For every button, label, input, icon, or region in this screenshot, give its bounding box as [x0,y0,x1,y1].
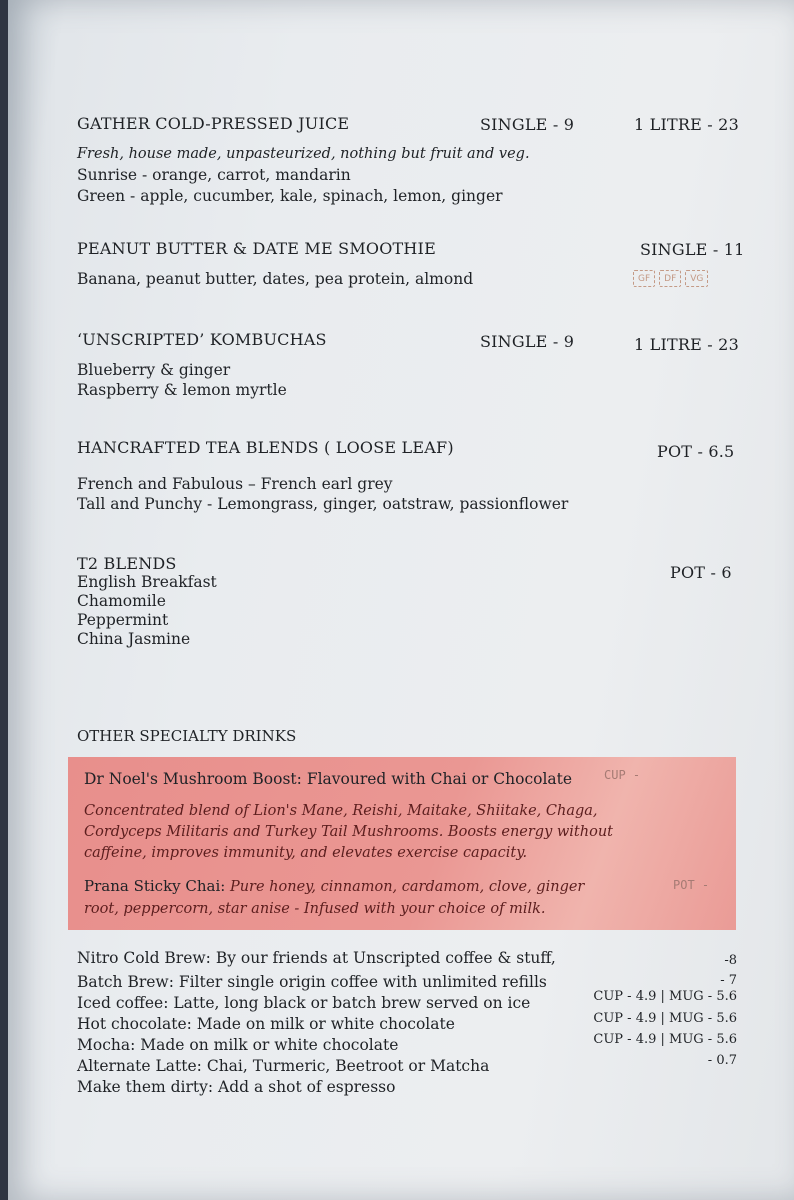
sticky-chai-price: POT - [673,878,710,892]
coffee-item [77,1057,489,1075]
dairy-free-badge: DF [659,270,681,287]
t2-title: T2 BLENDS [77,554,177,573]
t2-price: POT - 6 [670,563,732,582]
sticky-chai-description: root, peppercorn, star anise - Infused with your choice of milk. [84,901,546,917]
sticky-chai [84,877,584,895]
dietary-badges [633,270,708,287]
juice-title: GATHER COLD-PRESSED JUICE [77,114,350,133]
juice-description: Fresh, house made, unpasteurized, nothing but fruit and veg. [77,146,530,162]
mushroom-boost-description: Concentrated blend of Lion's Mane, Reishi, Maitake, Shiitake, Chaga, [84,803,598,819]
tea-price: POT - 6.5 [657,442,735,461]
tea-item: French and Fabulous – French earl grey [77,475,393,493]
t2-item: Peppermint [77,611,169,629]
vegan-badge: VG [685,270,708,287]
kombucha-title: ‘UNSCRIPTED’ KOMBUCHAS [77,330,327,349]
kombucha-price-litre: 1 LITRE - 23 [634,335,739,354]
coffee-item-description: Latte, long black or batch brew served on ice [168,994,531,1012]
coffee-item-description: Add a shot of espresso [213,1078,396,1096]
smoothie-description: Banana, peanut butter, dates, pea protein, almond [77,270,474,288]
coffee-item-description: Made on milk or white chocolate [135,1036,399,1054]
coffee-item-price: - 7 [720,973,737,988]
juice-sunrise-ingredients: - orange, carrot, mandarin [137,166,351,184]
smoothie-title: PEANUT BUTTER & DATE ME SMOOTHIE [77,239,436,258]
coffee-item-price: CUP - 4.9 | MUG - 5.6 [593,989,737,1004]
mushroom-boost-price: CUP - [604,768,641,782]
t2-item: China Jasmine [77,630,191,648]
mushroom-boost-description: Cordyceps Militaris and Turkey Tail Mushrooms. Boosts energy without [84,824,613,840]
coffee-item-price: CUP - 4.9 | MUG - 5.6 [593,1032,737,1047]
kombucha-item: Raspberry & lemon myrtle [77,381,287,399]
coffee-item-name: Make them dirty: [77,1078,214,1096]
coffee-item-description: Made on milk or white chocolate [191,1015,455,1033]
coffee-item [77,973,547,991]
kombucha-item: Blueberry & ginger [77,361,231,379]
coffee-item [77,994,530,1012]
juice-green-name: Green [77,187,126,205]
tea-title: HANCRAFTED TEA BLENDS ( LOOSE LEAF) [77,438,454,457]
tea-item: Tall and Punchy - Lemongrass, ginger, oatstraw, passionflower [77,495,569,513]
juice-sunrise-name: Sunrise [77,166,138,184]
juice-price-litre: 1 LITRE - 23 [634,115,739,134]
coffee-item [77,1078,395,1096]
coffee-item-name: Hot chocolate: [77,1015,192,1033]
specialty-title: OTHER SPECIALTY DRINKS [77,727,297,745]
kombucha-price-single: SINGLE - 9 [480,332,575,351]
sticky-chai-description: Pure honey, cinnamon, cardamom, clove, ginger [225,879,585,895]
sticky-chai-name: Prana Sticky Chai: [84,877,226,895]
coffee-item [77,949,556,967]
coffee-item-description: Chai, Turmeric, Beetroot or Matcha [201,1057,490,1075]
t2-item: English Breakfast [77,573,217,591]
coffee-item-name: Alternate Latte: [77,1057,202,1075]
mushroom-boost-name: Dr Noel's Mushroom Boost: [84,770,302,788]
coffee-item [77,1015,455,1033]
coffee-item [77,1036,398,1054]
coffee-item-description: Filter single origin coffee with unlimited refills [173,973,547,991]
coffee-item-name: Batch Brew: [77,973,174,991]
coffee-item-name: Iced coffee: [77,994,169,1012]
juice-price-single: SINGLE - 9 [480,115,575,134]
mushroom-boost-description: caffeine, improves immunity, and elevates exercise capacity. [84,845,528,861]
smoothie-price: SINGLE - 11 [640,240,745,259]
coffee-item-name: Nitro Cold Brew: [77,949,211,967]
juice-green [77,187,503,205]
gluten-free-badge: GF [633,270,655,287]
coffee-item-name: Mocha: [77,1036,136,1054]
coffee-item-price: -8 [724,953,737,968]
juice-sunrise [77,166,351,184]
coffee-item-price: CUP - 4.9 | MUG - 5.6 [593,1011,737,1026]
mushroom-boost [84,770,572,788]
coffee-item-price: - 0.7 [707,1053,737,1068]
mushroom-boost-flavours: Flavoured with Chai or Chocolate [301,770,573,788]
juice-green-ingredients: - apple, cucumber, kale, spinach, lemon, ginger [125,187,503,205]
coffee-item-description: By our friends at Unscripted coffee & stuff, [210,949,556,967]
t2-item: Chamomile [77,592,166,610]
